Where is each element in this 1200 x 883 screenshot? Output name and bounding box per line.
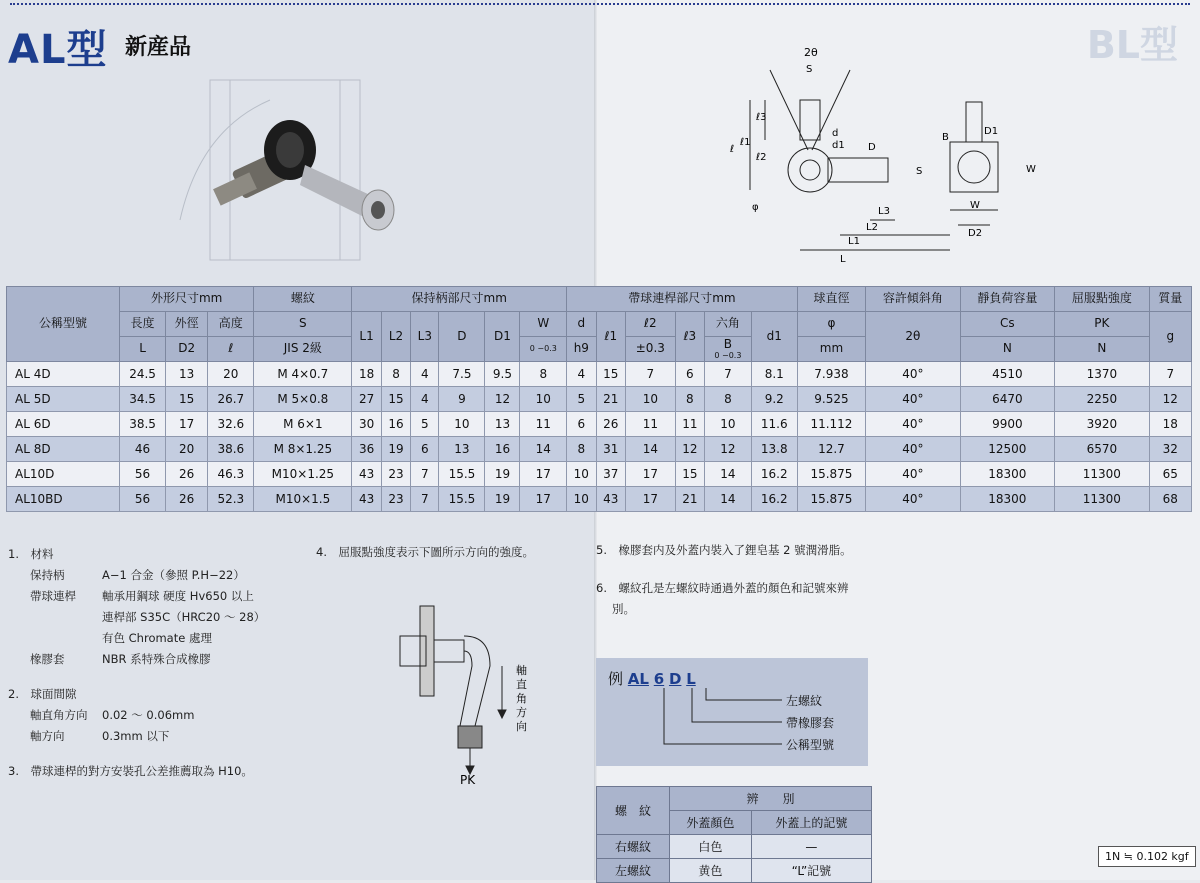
table-cell: 7.5	[439, 362, 485, 387]
table-cell: 8	[675, 387, 704, 412]
table-cell: 43	[352, 487, 381, 512]
table-cell: 13	[485, 412, 520, 437]
table-cell: 56	[120, 487, 166, 512]
table-cell: 38.6	[208, 437, 254, 462]
table-cell: 56	[120, 462, 166, 487]
table-cell: 4	[411, 387, 439, 412]
table-cell: 1370	[1055, 362, 1150, 387]
table-cell: 14	[705, 462, 752, 487]
ident-thread-header: 螺 紋	[597, 787, 670, 835]
table-cell: 40°	[866, 462, 961, 487]
L2-label: L2	[866, 222, 878, 233]
table-cell: 7	[626, 362, 676, 387]
table-cell: 11.6	[751, 412, 797, 437]
example-code: 例 AL 6 D L	[608, 670, 696, 688]
col-height-sym: ℓ	[208, 337, 254, 362]
col-l3: ℓ3	[675, 312, 704, 362]
table-cell: 16.2	[751, 462, 797, 487]
note-2-axial: 軸方向 0.3mm 以下	[30, 729, 170, 743]
table-cell: 9.5	[485, 362, 520, 387]
unit-conversion: 1N ≒ 0.102 kgf	[1098, 846, 1196, 867]
table-cell: 10	[705, 412, 752, 437]
table-row	[7, 412, 1192, 437]
table-cell: 23	[381, 462, 410, 487]
table-cell: 2250	[1055, 387, 1150, 412]
spec-table-body	[7, 362, 1192, 512]
note-3: 3. 帶球連桿的對方安裝孔公差推薦取為 H10。	[8, 764, 253, 778]
ident-right-mark: —	[751, 835, 871, 859]
table-cell: 17	[166, 412, 208, 437]
table-cell: 11.112	[797, 412, 865, 437]
table-cell: 46.3	[208, 462, 254, 487]
col-group-thread: 螺紋	[254, 287, 352, 312]
table-cell: 11300	[1055, 462, 1150, 487]
table-cell: 13	[439, 437, 485, 462]
col-d1: d1	[751, 312, 797, 362]
example-model: 公稱型號	[786, 738, 835, 752]
note-1-ball-2: 連桿部 S35C（HRC20 ～ 28）	[102, 610, 266, 624]
table-cell: 15.875	[797, 462, 865, 487]
col-length: 長度	[120, 312, 166, 337]
table-cell: 12.7	[797, 437, 865, 462]
note-5: 5. 橡膠套内及外蓋内裝入了鋰皂基 2 號潤滑脂。	[596, 543, 852, 557]
page-title: AL型	[8, 27, 108, 73]
ident-table	[596, 786, 872, 883]
table-cell: 5	[567, 387, 596, 412]
table-cell: 8	[381, 362, 410, 387]
table-cell: 15	[381, 387, 410, 412]
col-mass-unit: g	[1149, 312, 1191, 362]
l3-label: ℓ3	[756, 112, 767, 123]
angle-label: 2θ	[804, 46, 818, 59]
s-top-label: S	[806, 64, 813, 75]
col-outer-dia: 外徑	[166, 312, 208, 337]
col-group-holder: 保持柄部尺寸mm	[352, 287, 567, 312]
spec-header-row-2	[7, 312, 1192, 337]
ident-right-color: 白色	[670, 835, 752, 859]
model-cell: AL 6D	[7, 412, 120, 437]
table-cell: 20	[208, 362, 254, 387]
table-cell: 40°	[866, 362, 961, 387]
ident-right-thread: 右螺紋	[597, 835, 670, 859]
col-model: 公稱型號	[7, 287, 120, 362]
col-D1: D1	[485, 312, 520, 362]
table-cell: M 5×0.8	[254, 387, 352, 412]
table-cell: 14	[705, 487, 752, 512]
example-box	[596, 658, 868, 766]
D2-label: D2	[968, 228, 983, 239]
model-cell: AL10BD	[7, 487, 120, 512]
force-diagram	[380, 596, 540, 786]
col-outer-dia-sym: D2	[166, 337, 208, 362]
col-hex: 六角	[705, 312, 752, 337]
s-side-label: S	[916, 166, 923, 177]
table-cell: 13	[166, 362, 208, 387]
table-cell: 9.2	[751, 387, 797, 412]
table-cell: 27	[352, 387, 381, 412]
table-cell: 32.6	[208, 412, 254, 437]
col-static-load-sym: Cs	[960, 312, 1055, 337]
table-cell: 14	[626, 437, 676, 462]
col-group-ball: 帶球連桿部尺寸mm	[567, 287, 798, 312]
table-cell: 26	[166, 487, 208, 512]
W-side-label: W	[1026, 164, 1036, 175]
table-cell: 26	[596, 412, 625, 437]
table-cell: 21	[596, 387, 625, 412]
note-1-title: 1. 材料	[8, 547, 54, 561]
D1-side-label: D1	[984, 126, 999, 137]
table-cell: 7	[411, 462, 439, 487]
table-cell: 43	[352, 462, 381, 487]
table-cell: 7.938	[797, 362, 865, 387]
table-cell: 5	[411, 412, 439, 437]
table-cell: 15	[675, 462, 704, 487]
col-group-outer: 外形尺寸mm	[120, 287, 254, 312]
table-cell: M 8×1.25	[254, 437, 352, 462]
table-cell: 40°	[866, 487, 961, 512]
table-cell: 15	[596, 362, 625, 387]
table-cell: 16.2	[751, 487, 797, 512]
note-1-holder: 保持柄 A−1 合金（參照 P.H−22）	[30, 568, 245, 582]
col-static-load: 靜負荷容量	[960, 287, 1055, 312]
l2-label: ℓ2	[756, 152, 767, 163]
table-cell: 46	[120, 437, 166, 462]
table-cell: 15.5	[439, 487, 485, 512]
table-cell: 9	[439, 387, 485, 412]
table-cell: 40°	[866, 437, 961, 462]
ident-left-mark: “L”記號	[751, 859, 871, 883]
table-cell: 14	[520, 437, 567, 462]
table-cell: 12500	[960, 437, 1055, 462]
notes-left	[8, 544, 308, 782]
col-yield-sym: PK	[1055, 312, 1150, 337]
pk-label: PK	[460, 773, 476, 786]
table-cell: 18300	[960, 487, 1055, 512]
note-2-radial: 軸直角方向 0.02 ～ 0.06mm	[30, 708, 195, 722]
W-bottom-label: W	[970, 200, 980, 211]
table-cell: 8	[567, 437, 596, 462]
table-cell: 16	[381, 412, 410, 437]
col-yield-unit: N	[1055, 337, 1150, 362]
table-cell: 10	[520, 387, 567, 412]
L1-label: L1	[848, 236, 860, 247]
top-dotted-rule	[10, 3, 1190, 8]
table-cell: 13.8	[751, 437, 797, 462]
force-label-4: 方	[516, 706, 527, 719]
table-cell: 52.3	[208, 487, 254, 512]
table-cell: 18	[352, 362, 381, 387]
table-cell: 4	[411, 362, 439, 387]
note-6-line-1: 6. 螺紋孔是左螺紋時通過外蓋的顏色和記號來辨	[596, 581, 849, 595]
ident-cap-mark-header: 外蓋上的記號	[751, 811, 871, 835]
note-6-line-2: 別。	[612, 602, 635, 616]
force-label-3: 角	[516, 692, 527, 705]
dimension-diagram	[720, 40, 1060, 280]
table-cell: 12	[485, 387, 520, 412]
table-cell: M 4×0.7	[254, 362, 352, 387]
table-cell: 6570	[1055, 437, 1150, 462]
table-cell: 15.875	[797, 487, 865, 512]
table-cell: 23	[381, 487, 410, 512]
model-cell: AL 4D	[7, 362, 120, 387]
table-cell: 18300	[960, 462, 1055, 487]
table-cell: 26	[166, 462, 208, 487]
model-cell: AL 5D	[7, 387, 120, 412]
col-ball-dia-sym: φ	[797, 312, 865, 337]
l-label: ℓ	[730, 144, 735, 155]
example-left-thread: 左螺紋	[786, 694, 823, 708]
table-cell: 10	[626, 387, 676, 412]
table-cell: 21	[675, 487, 704, 512]
table-cell: 26.7	[208, 387, 254, 412]
table-cell: 10	[567, 462, 596, 487]
table-cell: 7	[1149, 362, 1191, 387]
table-cell: 9900	[960, 412, 1055, 437]
table-row	[7, 437, 1192, 462]
table-cell: 31	[596, 437, 625, 462]
force-label-1: 軸	[516, 664, 527, 677]
col-ball-dia-unit: mm	[797, 337, 865, 362]
table-cell: 19	[485, 487, 520, 512]
table-cell: 20	[166, 437, 208, 462]
ghost-title: BL型	[1086, 23, 1178, 67]
col-W: W	[520, 312, 567, 337]
spec-table	[6, 286, 1192, 512]
phi-label: φ	[752, 202, 759, 213]
col-tilt-sym: 2θ	[866, 312, 961, 362]
table-cell: 11	[520, 412, 567, 437]
ident-header: 辨 別	[670, 787, 872, 811]
table-cell: 8.1	[751, 362, 797, 387]
table-row	[7, 362, 1192, 387]
table-cell: 7	[411, 487, 439, 512]
example-with-rubber: 帶橡膠套	[786, 716, 835, 730]
spec-header-row-1	[7, 287, 1192, 312]
col-L1: L1	[352, 312, 381, 362]
table-cell: 24.5	[120, 362, 166, 387]
table-cell: 30	[352, 412, 381, 437]
table-cell: M 6×1	[254, 412, 352, 437]
table-cell: 4510	[960, 362, 1055, 387]
table-cell: 9.525	[797, 387, 865, 412]
col-thread-std: JIS 2級	[254, 337, 352, 362]
note-2-title: 2. 球面間隙	[8, 687, 77, 701]
col-tilt: 容許傾斜角	[866, 287, 961, 312]
col-l1: ℓ1	[596, 312, 625, 362]
L-label: L	[840, 254, 846, 265]
col-ball-dia: 球直徑	[797, 287, 865, 312]
rod-end-photo	[160, 70, 430, 280]
table-cell: 18	[1149, 412, 1191, 437]
table-cell: 17	[626, 462, 676, 487]
table-cell: 12	[705, 437, 752, 462]
d1-label: d1	[832, 140, 845, 151]
col-l2: ℓ2	[626, 312, 676, 337]
table-cell: 3920	[1055, 412, 1150, 437]
table-cell: 68	[1149, 487, 1191, 512]
table-cell: 4	[567, 362, 596, 387]
D-label: D	[868, 142, 876, 153]
table-cell: 8	[520, 362, 567, 387]
model-cell: AL10D	[7, 462, 120, 487]
ident-left-color: 黄色	[670, 859, 752, 883]
col-l2-tol: ±0.3	[626, 337, 676, 362]
col-length-sym: L	[120, 337, 166, 362]
table-cell: 6	[411, 437, 439, 462]
table-cell: 15	[166, 387, 208, 412]
col-d: d	[567, 312, 596, 337]
table-cell: 6	[675, 362, 704, 387]
table-cell: 17	[520, 462, 567, 487]
table-row	[7, 487, 1192, 512]
table-cell: 40°	[866, 412, 961, 437]
note-1-ball: 帶球連桿 軸承用鋼球 硬度 Hv650 以上	[30, 589, 254, 603]
table-cell: 10	[567, 487, 596, 512]
table-cell: 12	[1149, 387, 1191, 412]
model-cell: AL 8D	[7, 437, 120, 462]
table-cell: 65	[1149, 462, 1191, 487]
col-D: D	[439, 312, 485, 362]
table-cell: 15.5	[439, 462, 485, 487]
table-cell: 11	[675, 412, 704, 437]
col-yield: 屈服點強度	[1055, 287, 1150, 312]
table-cell: 6470	[960, 387, 1055, 412]
L3-label: L3	[878, 206, 890, 217]
note-1-rubber: 橡膠套 NBR 系特殊合成橡膠	[30, 652, 211, 666]
B-label: B	[942, 132, 949, 143]
table-cell: 11300	[1055, 487, 1150, 512]
table-cell: 32	[1149, 437, 1191, 462]
l1-label: ℓ1	[740, 137, 751, 148]
table-cell: 16	[485, 437, 520, 462]
table-cell: 38.5	[120, 412, 166, 437]
table-cell: 19	[485, 462, 520, 487]
table-cell: 19	[381, 437, 410, 462]
table-cell: 11	[626, 412, 676, 437]
table-cell: 36	[352, 437, 381, 462]
table-row	[7, 387, 1192, 412]
table-cell: 6	[567, 412, 596, 437]
note-4: 4. 屈服點強度表示下圖所示方向的強度。	[316, 545, 534, 559]
table-cell: 40°	[866, 387, 961, 412]
page-subtitle: 新産品	[125, 35, 192, 60]
col-mass: 質量	[1149, 287, 1191, 312]
table-cell: 8	[705, 387, 752, 412]
col-W-tol: 0 −0.3	[520, 337, 567, 362]
ident-cap-color-header: 外蓋顏色	[670, 811, 752, 835]
col-L2: L2	[381, 312, 410, 362]
note-6	[596, 578, 886, 620]
table-cell: 43	[596, 487, 625, 512]
table-cell: 10	[439, 412, 485, 437]
table-cell: 12	[675, 437, 704, 462]
table-cell: M10×1.5	[254, 487, 352, 512]
table-cell: 7	[705, 362, 752, 387]
table-row	[7, 462, 1192, 487]
table-cell: 17	[520, 487, 567, 512]
col-L3: L3	[411, 312, 439, 362]
col-static-load-unit: N	[960, 337, 1055, 362]
note-1-ball-3: 有色 Chromate 處理	[102, 631, 212, 645]
table-cell: 37	[596, 462, 625, 487]
d-label: d	[832, 128, 839, 139]
table-cell: 34.5	[120, 387, 166, 412]
col-height: 高度	[208, 312, 254, 337]
force-label-5: 向	[516, 720, 527, 733]
ident-left-thread: 左螺紋	[597, 859, 670, 883]
col-thread-sym: S	[254, 312, 352, 337]
table-cell: M10×1.25	[254, 462, 352, 487]
col-d-tol: h9	[567, 337, 596, 362]
col-hex-B: B 0 −0.3	[705, 337, 752, 362]
table-cell: 17	[626, 487, 676, 512]
force-label-2: 直	[516, 678, 527, 691]
